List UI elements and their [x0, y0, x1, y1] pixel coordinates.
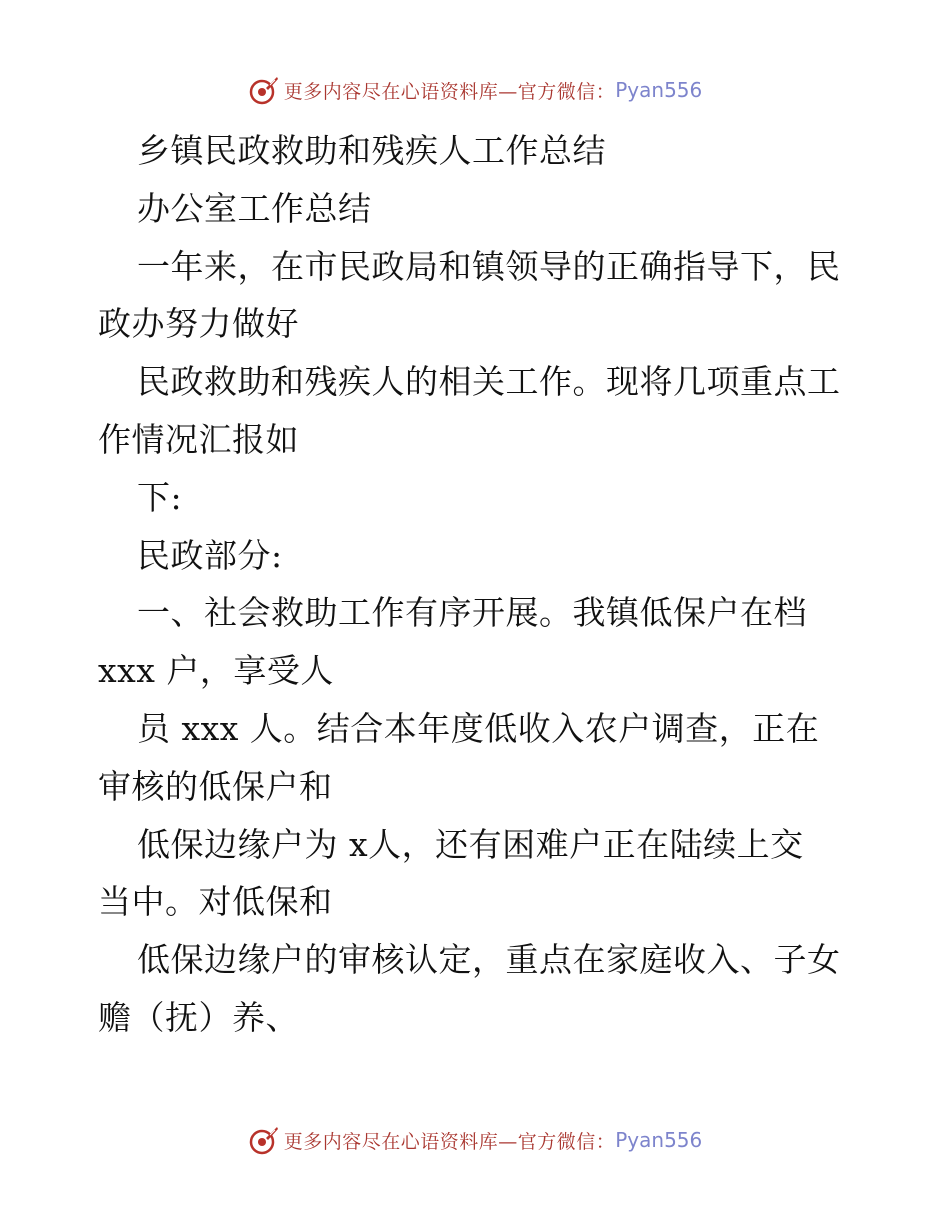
- text-line: 当中。对低保和: [98, 882, 333, 922]
- document-body: [98, 122, 858, 1047]
- text-line: 民政救助和残疾人的相关工作。现将几项重点工: [137, 362, 841, 402]
- banner-wechat-id: Pyan556: [615, 1128, 703, 1152]
- text-line: 乡镇民政救助和残疾人工作总结: [137, 131, 606, 170]
- text-line: 赡（抚）养、: [98, 997, 299, 1037]
- header-watermark-banner: [0, 70, 950, 110]
- text-line: 政办努力做好: [98, 304, 299, 344]
- banner-text: 更多内容尽在心语资料库—官方微信：: [283, 80, 616, 103]
- text-line: 员 xxx 人。结合本年度低收入农户调查，正在: [137, 708, 820, 748]
- text-line: 一、社会救助工作有序开展。我镇低保户在档: [137, 593, 807, 633]
- text-line: 下:: [137, 477, 183, 517]
- text-line: 民政部分:: [137, 535, 283, 575]
- banner-wechat-id: Pyan556: [615, 78, 703, 102]
- text-line: 一年来，在市民政局和镇领导的正确指导下，民: [137, 246, 841, 286]
- quill-logo-icon: [248, 1124, 280, 1156]
- text-line: 作情况汇报如: [98, 419, 299, 459]
- text-line: 审核的低保户和: [98, 766, 333, 806]
- banner-text: 更多内容尽在心语资料库—官方微信：: [283, 1130, 616, 1153]
- text-line: 低保边缘户的审核认定，重点在家庭收入、子女: [137, 940, 841, 980]
- text-line: xxx 户，享受人: [98, 651, 334, 691]
- text-line: 办公室工作总结: [137, 188, 372, 228]
- footer-watermark-banner: [0, 1120, 950, 1160]
- quill-logo-icon: [248, 74, 280, 106]
- text-line: 低保边缘户为 x人，还有困难户正在陆续上交: [137, 824, 804, 864]
